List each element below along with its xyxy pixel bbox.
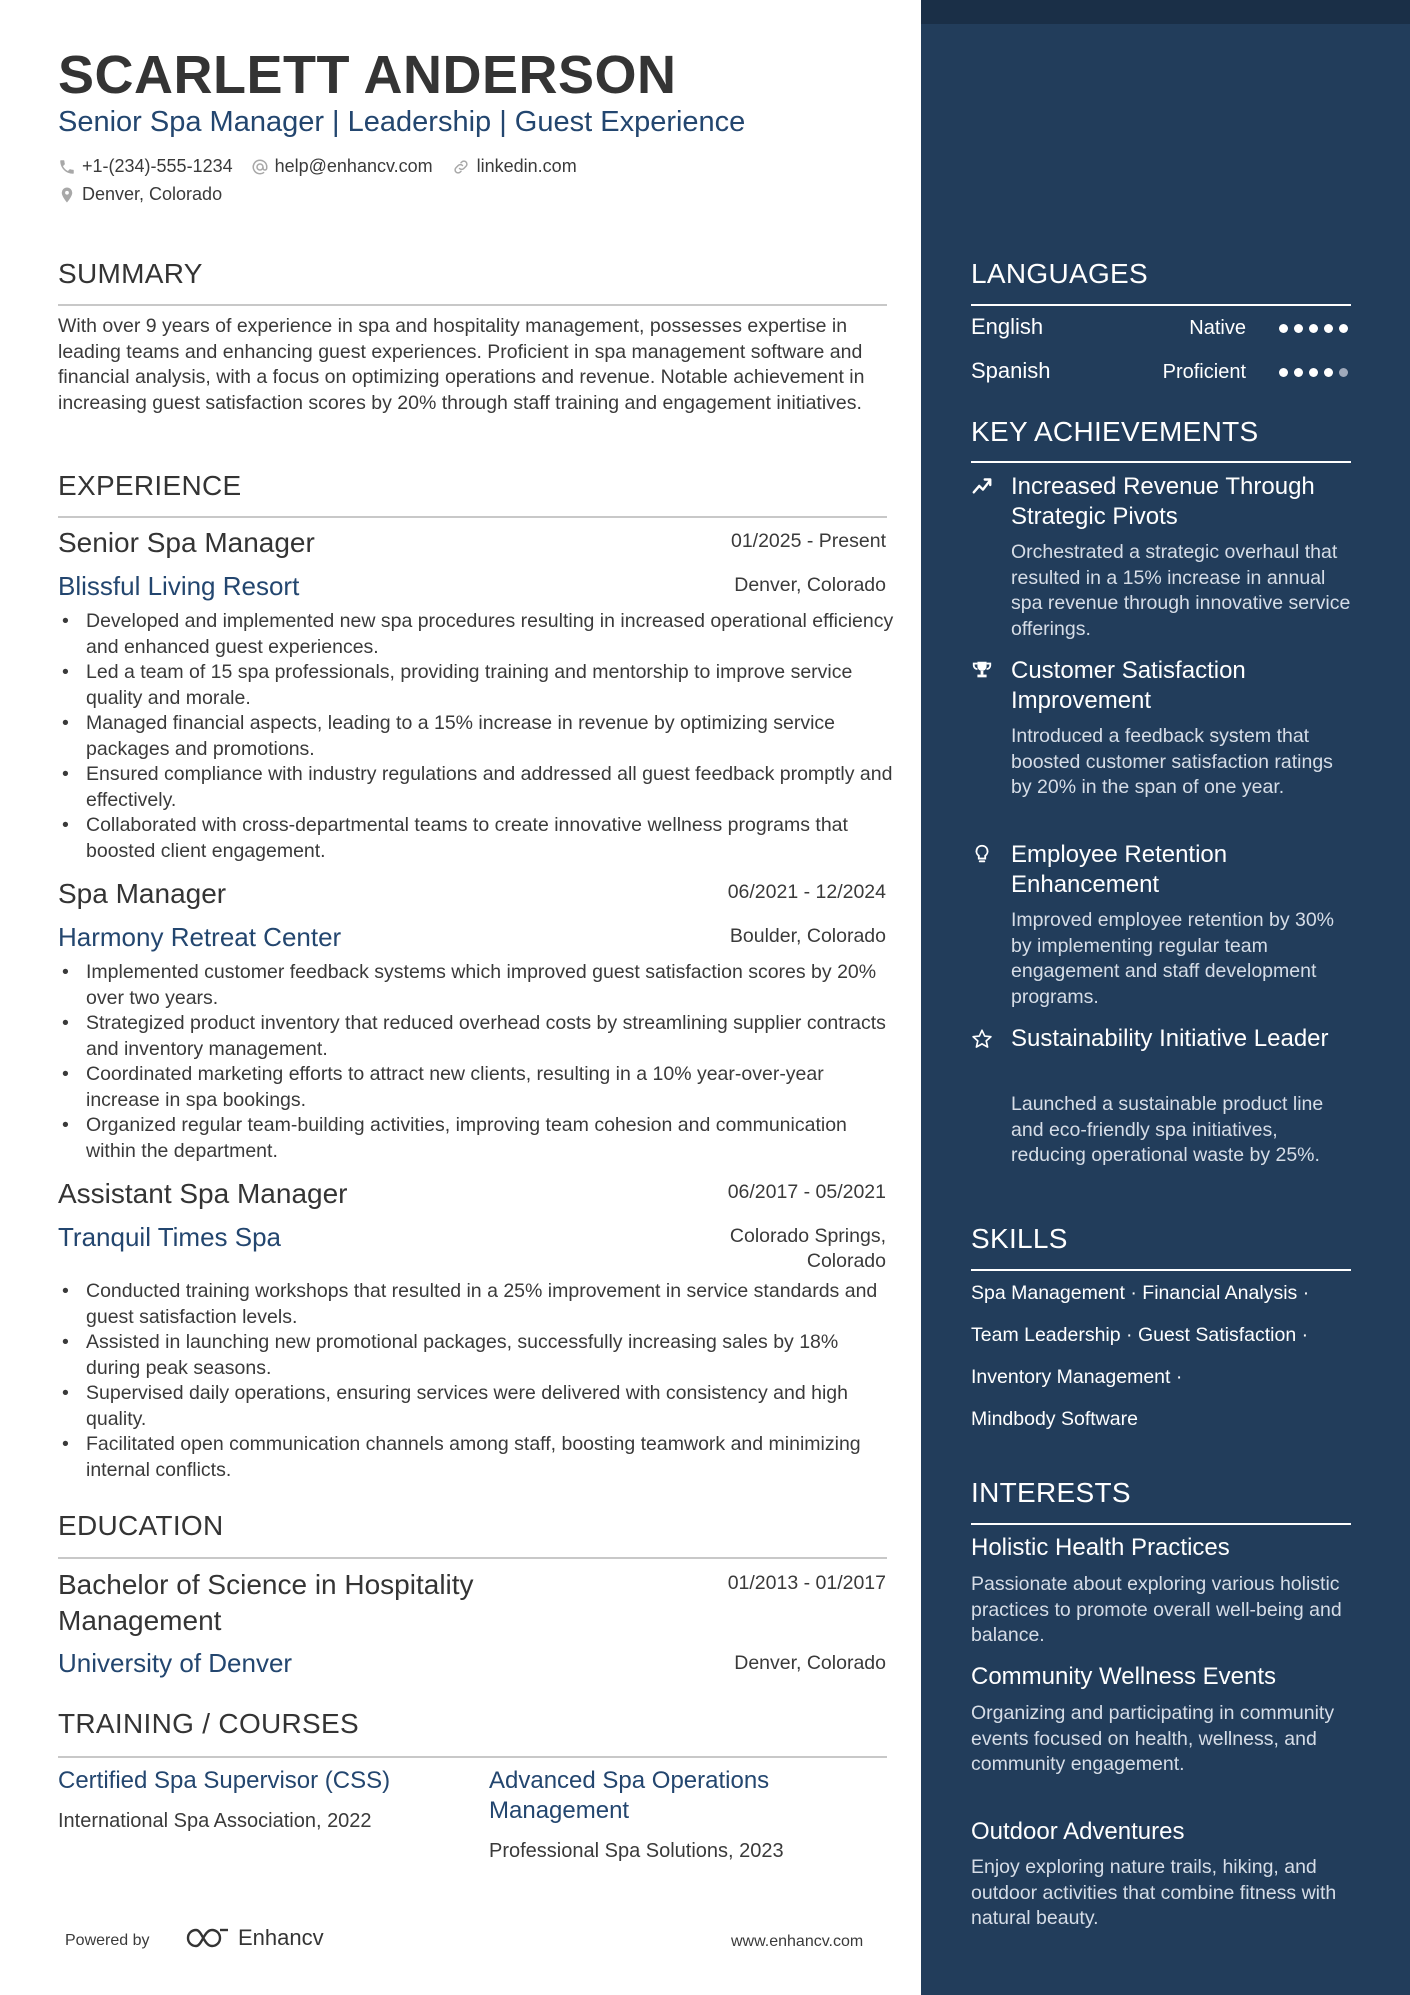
headline: Senior Spa Manager | Leadership | Guest Experience <box>58 106 746 138</box>
job-location-line: Colorado Springs, <box>729 1225 886 1247</box>
footer-url[interactable]: www.enhancv.com <box>731 1933 864 1950</box>
rating-dot <box>1294 324 1303 333</box>
job-location: Denver, Colorado <box>734 574 886 596</box>
language-level: Native <box>1189 317 1246 339</box>
achievement-desc: Orchestrated a strategic overhaul that resulted in a 15% increase in annual spa revenue through innovative service offerings. <box>1011 541 1351 640</box>
rating-dot <box>1279 368 1288 377</box>
list-item: • Implemented customer feedback systems which improved guest satisfaction scores by 20% over two years. <box>58 960 894 1011</box>
languages-heading: LANGUAGES <box>971 258 1148 289</box>
achievement-desc: Improved employee retention by 30% by implementing regular team engagement and staff development programs. <box>1011 909 1335 1008</box>
link-icon <box>451 158 471 176</box>
interests-divider <box>971 1523 1351 1525</box>
achievement-title: Sustainability Initiative Leader <box>1011 1025 1329 1052</box>
at-icon <box>251 158 269 176</box>
job-company: Tranquil Times Spa <box>58 1222 282 1252</box>
growth-icon <box>971 474 993 496</box>
job-title: Spa Manager <box>58 878 227 909</box>
list-item: • Assisted in launching new promotional packages, successfully increasing sales by 18% during peak seasons. <box>58 1330 894 1381</box>
course-title <box>489 1766 769 1826</box>
achievement-title: Employee Retention Enhancement <box>1011 841 1228 898</box>
job-location <box>730 1224 886 1274</box>
rating-dot <box>1324 324 1333 333</box>
degree-line: Bachelor of Science in Hospitality <box>58 1569 474 1600</box>
job-company: Blissful Living Resort <box>58 571 300 601</box>
sidebar-top-strip <box>921 0 1410 24</box>
list-item: • Facilitated open communication channels among staff, boosting teamwork and minimizing internal conflicts. <box>58 1432 894 1483</box>
education-heading: EDUCATION <box>58 1510 224 1541</box>
location-pin-icon <box>58 185 76 205</box>
enhancv-logo[interactable] <box>184 1925 324 1951</box>
rating-dot <box>1324 368 1333 377</box>
course-title-line: Management <box>489 1797 630 1824</box>
skills-row: Team Leadership · Guest Satisfaction · <box>971 1324 1309 1346</box>
achievement-desc: Launched a sustainable product line and eco-friendly spa initiatives, reducing operational waste by 25%. <box>1011 1093 1324 1166</box>
skill-tag: Financial Analysis <box>1142 1282 1298 1304</box>
contact-linkedin[interactable] <box>451 156 577 177</box>
job-company: Harmony Retreat Center <box>58 922 342 952</box>
skills-heading: SKILLS <box>971 1223 1068 1254</box>
rating-dot <box>1309 324 1318 333</box>
job-location-line: Colorado <box>806 1250 886 1272</box>
job-title: Senior Spa Manager <box>58 527 315 558</box>
job-dates: 06/2017 - 05/2021 <box>727 1181 886 1203</box>
list-item: • Conducted training workshops that resulted in a 25% improvement in service standards and guest satisfaction levels. <box>58 1279 894 1330</box>
contact-row-2 <box>58 184 240 205</box>
skills-row: Inventory Management · <box>971 1366 1183 1388</box>
course-title: Certified Spa Supervisor (CSS) <box>58 1767 391 1794</box>
achievement-desc: Introduced a feedback system that boosted customer satisfaction ratings by 20% in the span of one year. <box>1011 725 1333 798</box>
list-item: • Organized regular team-building activities, improving team cohesion and communication within the department. <box>58 1113 894 1164</box>
contact-phone[interactable] <box>58 156 233 177</box>
phone-text: +1-(234)-555-1234 <box>82 156 233 176</box>
degree-title <box>58 1567 474 1639</box>
interest-desc: Enjoy exploring nature trails, hiking, and outdoor activities that combine fitness with natural beauty. <box>971 1856 1337 1929</box>
list-item: • Ensured compliance with industry regulations and addressed all guest feedback promptly and effectively. <box>58 762 894 813</box>
skill-tag: Guest Satisfaction <box>1137 1324 1297 1346</box>
job-bullets <box>58 609 894 864</box>
list-item: • Coordinated marketing efforts to attract new clients, resulting in a 10% year-over-year increase in spa bookings. <box>58 1062 894 1113</box>
summary-text: With over 9 years of experience in spa and hospitality management, possesses expertise in leading teams and enhancing guest experiences. Proficient in spa management software and financial analysis, with a focus on optimizing operations and revenue. Notable achievement in increasing guest satisfaction scores by 20% through staff training and engagement initiatives. <box>58 315 865 414</box>
course-provider: International Spa Association, 2022 <box>58 1810 372 1832</box>
job-title: Assistant Spa Manager <box>58 1178 348 1209</box>
location-text: Denver, Colorado <box>82 184 223 204</box>
language-rating <box>1279 368 1354 377</box>
rating-dot <box>1294 368 1303 377</box>
achievements-heading: KEY ACHIEVEMENTS <box>971 416 1259 447</box>
interest-title: Outdoor Adventures <box>971 1818 1185 1845</box>
course-title-line: Advanced Spa Operations <box>489 1767 770 1794</box>
experience-divider <box>58 516 887 518</box>
enhancv-brand-text: Enhancv <box>238 1925 324 1950</box>
candidate-name: SCARLETT ANDERSON <box>58 45 677 105</box>
linkedin-text: linkedin.com <box>476 156 577 176</box>
skill-tag: Inventory Management <box>971 1366 1171 1388</box>
education-divider <box>58 1557 887 1559</box>
education-dates: 01/2013 - 01/2017 <box>727 1572 886 1594</box>
rating-dot-empty <box>1339 368 1348 377</box>
interest-desc: Passionate about exploring various holistic practices to promote overall well-being and balance. <box>971 1573 1342 1646</box>
skills-row <box>971 1408 1138 1431</box>
language-level: Proficient <box>1162 361 1246 383</box>
job-bullets <box>58 1279 894 1483</box>
job-dates: 06/2021 - 12/2024 <box>727 881 886 903</box>
skills-row: Spa Management · Financial Analysis · <box>971 1282 1310 1304</box>
contact-row <box>58 156 595 177</box>
email-text: help@enhancv.com <box>274 156 433 176</box>
job-dates: 01/2025 - Present <box>730 530 886 552</box>
list-item: • Managed financial aspects, leading to a 15% increase in revenue by optimizing service packages and promotions. <box>58 711 894 762</box>
skill-tag: Team Leadership <box>971 1324 1121 1346</box>
interests-heading: INTERESTS <box>971 1477 1131 1508</box>
star-icon <box>971 1028 993 1050</box>
school-name: University of Denver <box>58 1648 293 1678</box>
interest-desc: Organizing and participating in community events focused on health, wellness, and community engagement. <box>971 1702 1335 1775</box>
training-divider <box>58 1756 887 1758</box>
job-bullets <box>58 960 894 1164</box>
languages-divider <box>971 304 1351 306</box>
rating-dot <box>1309 368 1318 377</box>
language-rating <box>1279 324 1354 333</box>
achievements-divider <box>971 461 1351 463</box>
summary-divider <box>58 304 887 306</box>
course-provider: Professional Spa Solutions, 2023 <box>489 1840 784 1862</box>
rating-dot <box>1279 324 1288 333</box>
language-name: English <box>971 314 1044 339</box>
rating-dot <box>1339 324 1348 333</box>
language-name: Spanish <box>971 358 1051 383</box>
powered-by-label: Powered by <box>65 1932 150 1949</box>
training-heading: TRAINING / COURSES <box>58 1708 359 1739</box>
summary-heading: SUMMARY <box>58 258 203 289</box>
trophy-icon <box>971 659 993 681</box>
list-item: • Collaborated with cross-departmental teams to create innovative wellness programs that boosted client engagement. <box>58 813 894 864</box>
achievement-title: Customer Satisfaction Improvement <box>1011 657 1246 714</box>
interest-title: Community Wellness Events <box>971 1663 1276 1690</box>
sidebar <box>921 0 1410 1995</box>
experience-heading: EXPERIENCE <box>58 470 242 501</box>
skill-tag: Mindbody Software <box>971 1408 1138 1430</box>
education-location: Denver, Colorado <box>734 1652 886 1674</box>
phone-icon <box>58 158 76 176</box>
contact-email[interactable] <box>251 156 433 177</box>
list-item: • Strategized product inventory that reduced overhead costs by streamlining supplier contracts and inventory management. <box>58 1011 894 1062</box>
job-location: Boulder, Colorado <box>729 925 886 947</box>
achievement-title: Increased Revenue Through Strategic Pivots <box>1011 473 1315 530</box>
skills-divider <box>971 1269 1351 1271</box>
list-item: • Developed and implemented new spa procedures resulting in increased operational efficiency and enhanced guest experiences. <box>58 609 894 660</box>
list-item: • Supervised daily operations, ensuring services were delivered with consistency and high quality. <box>58 1381 894 1432</box>
interest-title: Holistic Health Practices <box>971 1534 1230 1561</box>
degree-line: Management <box>58 1605 222 1636</box>
skill-tag: Spa Management <box>971 1282 1125 1304</box>
lightbulb-icon <box>971 843 993 865</box>
contact-location <box>58 184 222 205</box>
enhancv-logo-icon <box>184 1925 232 1951</box>
list-item: • Led a team of 15 spa professionals, providing training and mentorship to improve service quality and morale. <box>58 660 894 711</box>
